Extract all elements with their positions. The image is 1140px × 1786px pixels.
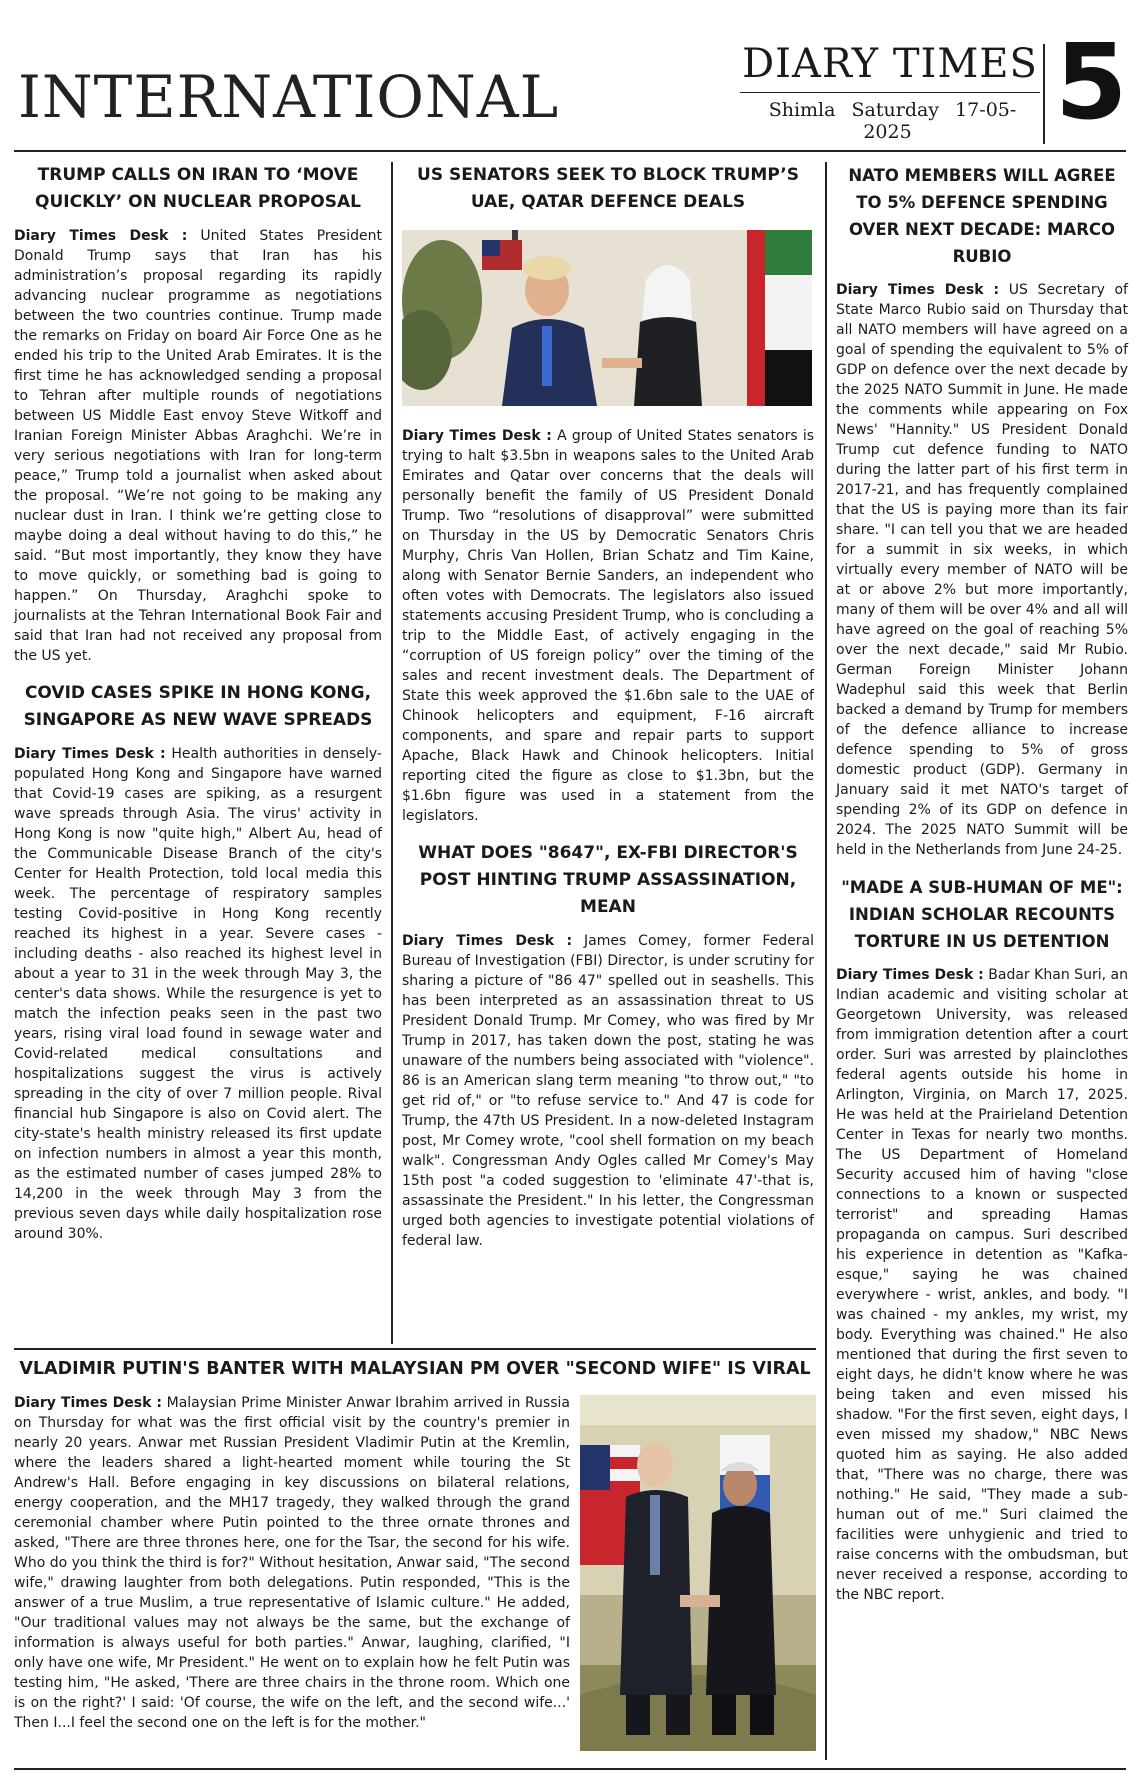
section-divider — [14, 1348, 816, 1350]
masthead-rule — [740, 92, 1040, 93]
section-title: INTERNATIONAL — [18, 63, 560, 131]
column-divider-1 — [391, 162, 393, 1344]
desk-label: Diary Times Desk : — [402, 933, 573, 949]
headline-nato: NATO MEMBERS WILL AGREE TO 5% DEFENCE SPENDING OVER NEXT DECADE: MARCO RUBIO — [848, 166, 1116, 266]
headline-suri: "MADE A SUB-HUMAN OF ME": INDIAN SCHOLAR RECOUNTS TORTURE IN US DETENTION — [841, 878, 1123, 951]
article-comey — [402, 840, 814, 1251]
article-suri — [836, 874, 1128, 1605]
column-divider-2 — [825, 162, 827, 1760]
desk-label: Diary Times Desk : — [14, 1395, 163, 1411]
headline-iran: TRUMP CALLS ON IRAN TO ‘MOVE QUICKLY’ ON NUCLEAR PROPOSAL — [35, 165, 361, 212]
putin-anwar-photo — [580, 1395, 816, 1751]
dateline — [740, 99, 1040, 143]
headline-senators: US SENATORS SEEK TO BLOCK TRUMP’S UAE, QATAR DEFENCE DEALS — [417, 165, 799, 212]
masthead — [740, 41, 1040, 143]
article-body-iran — [14, 226, 382, 666]
article-text: United States President Donald Trump says that Iran has his administration’s proposal regarding its rapidly advancing nuclear programme as negotiations between the two countries continue. Trump made the remarks on Friday on board Air Force One as he ended his trip to the United Arab Emirates. It is the first time he has acknowledged sending a proposal to Tehran after multiple rounds of negotiations between US Middle East envoy Steve Witkoff and Iranian Foreign Minister Abbas Araghchi. We’re in very serious negotiations with Iran for long-term peace,” Trump told a journalist when asked about the proposal. “We’re not going to be making any nuclear dust in Iran. I think we’re getting close to maybe doing a deal without having to do this,” he said. “But most importantly, they know they have to move quickly, or something bad is going to happen.” On Thursday, Araghchi spoke to journalists at the Tehran International Book Fair and said that Iran had not received any proposal from the US yet. — [14, 228, 382, 664]
article-senators — [402, 162, 814, 826]
article-text: A group of United States senators is trying to halt $3.5bn in weapons sales to the United Arab Emirates and Qatar over concerns that the deals will personally benefit the family of US President Donald Trump. Two “resolutions of disapproval” were submitted on Thursday in the US by Democratic Senators Chris Murphy, Chris Van Hollen, Brian Schatz and Tim Kaine, along with Senator Bernie Sanders, an independent who often votes with Democrats. The legislators also issued statements accusing President Trump, who is concluding a trip to the Middle East, of actively engaging in the “corruption of US foreign policy” over the timing of the sales and recent investment deals. The Department of State this week approved the $1.6bn sale to the UAE of Chinook helicopters and equipment, F-16 aircraft components, and spare and repair parts to support Apache, Black Hawk and Chinook helicopters. Initial reporting cited the figure as close to $1.3bn, but the $1.6bn figure was used in a statement from the legislators. — [402, 428, 814, 824]
desk-label: Diary Times Desk : — [836, 282, 1000, 298]
article-covid — [14, 680, 382, 1244]
column-middle — [402, 162, 814, 1265]
article-text: James Comey, former Federal Bureau of Investigation (FBI) Director, is under scrutiny for sharing a picture of "86 47" spelled out in seashells. This has been interpreted as an assassination threat to US President Donald Trump. Mr Comey, who was fired by Mr Trump in 2017, has taken down the post, stating he was unaware of the numbers being associated with "violence". 86 is an American slang term meaning "to throw out," "to get rid of," or "to refuse service to." And 47 is code for Trump, the 47th US President. In a now-deleted Instagram post, Mr Comey wrote, "cool shell formation on my beach walk". Congressman Andy Ogles called Mr Comey's May 15th post "a coded suggestion to 'eliminate 47'-that is, assassinate the President." In his letter, the Congressman urged both agencies to investigate potential violations of federal law. — [402, 933, 814, 1249]
desk-label: Diary Times Desk : — [402, 428, 552, 444]
footer-rule — [14, 1768, 1126, 1770]
article-body-covid — [14, 744, 382, 1244]
article-iran — [14, 162, 382, 666]
article-text: Badar Khan Suri, an Indian academic and visiting scholar at Georgetown University, was released from immigration detention after a court order. Suri was arrested by plainclothes federal agents outside his home in Arlington, Virginia, on March 17, 2025. He was held at the Prairieland Detention Center in Texas for nearly two months. The US Department of Homeland Security accused him of having "close connections to a known or suspected terrorist" and spreading Hamas propaganda on campus. Suri described his experience in detention as "Kafka-esque," saying he was chained everywhere - wrist, ankles, and body. "I was chained - my ankles, my wrist, my body. Everything was chained." He also mentioned that during the first seven to eight days, he didn't know where he was being taken and even missed his shadow. "For the first seven, eight days, I even missed my shadow," NBC News quoted him as saying. He also added that, "There was no charge, there was nothing." He said, "They made a sub-human out of me." Suri claimed the facilities were unhygienic and tried to raise concerns with the ombudsman, but never received a response, according to the NBC report. — [836, 967, 1128, 1603]
dateline-city: Shimla — [768, 99, 836, 121]
desk-label: Diary Times Desk : — [14, 746, 166, 762]
headline-comey: WHAT DOES "8647", EX-FBI DIRECTOR'S POST HINTING TRUMP ASSASSINATION, MEAN — [418, 843, 798, 917]
page-number: 5 — [1055, 21, 1128, 143]
article-body-suri — [836, 965, 1128, 1605]
putin-article-text — [14, 1393, 570, 1747]
column-right — [836, 162, 1128, 1619]
article-text: Malaysian Prime Minister Anwar Ibrahim arrived in Russia on Thursday for what was the first official visit by the country's premier in nearly 20 years. Anwar met Russian President Vladimir Putin at the Kremlin, where the leaders shared a light-hearted moment while touring the St Andrew's Hall. Before engaging in key discussions on bilateral relations, energy cooperation, and the MH17 tragedy, they walked through the grand ceremonial chamber where Putin pointed to the three ornate thrones and asked, "There are three thrones here, one for the Tsar, the second for his wife. Who do you think the third is for?" Without hesitation, Anwar said, "The second wife," drawing laughter from both delegations. Putin responded, "This is the answer of a true Muslim, a true representative of Islamic culture." He added, "Our traditional values may not always be the same, but the exchange of information is always useful for both parties." Anwar, laughing, clarified, "I only have one wife, Mr President." He went on to explain how he felt Putin was testing him, "He asked, 'There are three chairs in the throne room. Which one is on the right?' I said: 'Of course, the wife on the left, and the second wife...' Then I...I feel the second one on the left is for the mother." — [14, 1395, 570, 1731]
article-body-senators — [402, 426, 814, 826]
dateline-day: Saturday — [851, 99, 940, 121]
headline-putin: VLADIMIR PUTIN'S BANTER WITH MALAYSIAN PM OVER "SECOND WIFE" IS VIRAL — [19, 1359, 811, 1379]
newspaper-name: DIARY TIMES — [742, 41, 1038, 87]
dateline-date: 17-05-2025 — [863, 99, 1017, 143]
article-body-nato — [836, 280, 1128, 860]
desk-label: Diary Times Desk : — [836, 967, 984, 983]
header-divider — [1043, 44, 1045, 144]
column-left — [14, 162, 382, 1258]
trump-uae-photo — [402, 230, 812, 406]
article-nato — [836, 162, 1128, 860]
header-rule — [14, 150, 1126, 152]
article-body-comey — [402, 931, 814, 1251]
article-body-putin — [14, 1393, 570, 1733]
article-text: Health authorities in densely-populated Hong Kong and Singapore have warned that Covid-19 cases are spiking, as a resurgent wave spreads through Asia. The virus' activity in Hong Kong is now "quite high," Albert Au, head of the Communicable Disease Branch of the city's Center for Health Protection, told local media this week. The percentage of respiratory samples testing Covid-positive in Hong Kong recently reached its highest in a year. Severe cases - including deaths - also reached its highest level in about a year to 31 in the week through May 3, the center's data shows. While the resurgence is yet to match the infection peaks seen in the past two years, rising viral load found in sewage water and Covid-related medical consultations and hospitalizations suggest the virus is actively spreading in the city of over 7 million people. Rival financial hub Singapore is also on Covid alert. The city-state's health ministry released its first update on infection numbers in almost a year this month, as the estimated number of cases jumped 28% to 14,200 in the week through May 3 from the previous seven days while daily hospitalization rose around 30%. — [14, 746, 382, 1242]
article-text: US Secretary of State Marco Rubio said on Thursday that all NATO members will have agreed on a goal of spending the equivalent to 5% of GDP on defence over the next decade by the 2025 NATO Summit in June. He made the comments while appearing on Fox News' "Hannity." US President Donald Trump cut defence funding to NATO during the latter part of his first term in 2017-21, and has frequently complained that the US is paying more than its fair share. "I can tell you that we are headed for a summit in six weeks, in which virtually every member of NATO will be at or above 2% but more importantly, many of them will be over 4% and all will have agreed on the goal of reaching 5% over the next decade," said Mr Rubio. German Foreign Minister Johann Wadephul said this week that Berlin backed a demand by Trump for members of the defence alliance to increase defence spending to 5% of gross domestic product (GDP). Germany in January said it met NATO's target of spending 2% of its GDP on defence in 2024. The 2025 NATO Summit will be held in the Netherlands from June 24-25. — [836, 282, 1128, 858]
headline-covid: COVID CASES SPIKE IN HONG KONG, SINGAPORE AS NEW WAVE SPREADS — [23, 683, 373, 730]
desk-label: Diary Times Desk : — [14, 228, 188, 244]
article-putin — [14, 1356, 816, 1751]
